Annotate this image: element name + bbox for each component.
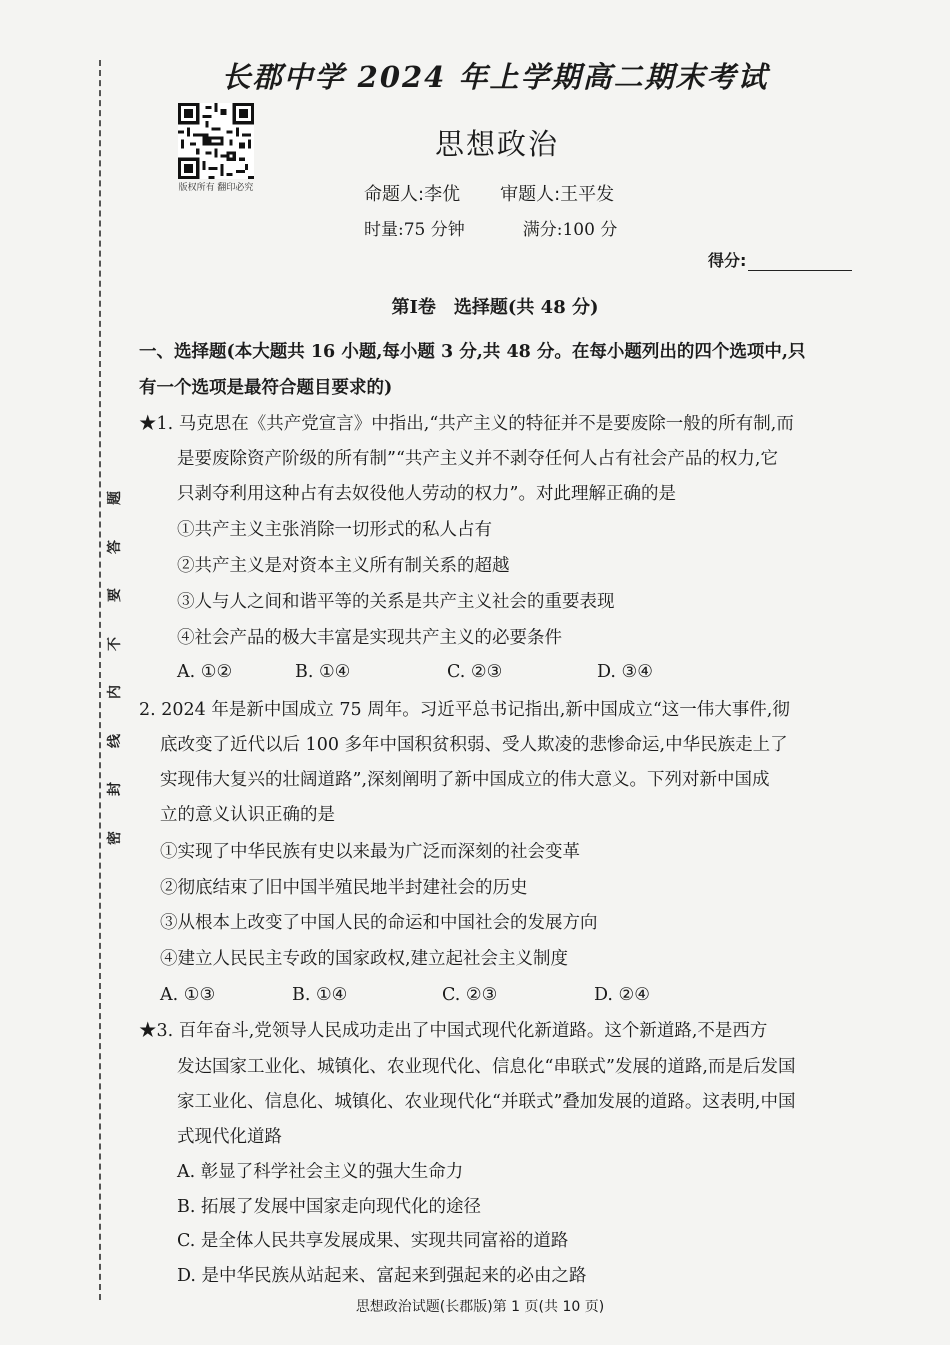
option-b[interactable]: B. ①④: [292, 985, 348, 1005]
option-c[interactable]: C. ②③: [447, 662, 503, 682]
full-score: 满分:100 分: [522, 220, 618, 240]
statement-item: ①共产主义主张消除一切形式的私人占有: [177, 520, 492, 540]
binding-dashed-line: [99, 60, 101, 1300]
qr-caption: 版权所有 翻印必究: [178, 183, 254, 193]
section-instructions: 一、选择题(本大题共 16 小题,每小题 3 分,共 48 分。在每小题列出的四个选项中,只: [139, 342, 806, 362]
question-stem: ★3. 百年奋斗,党领导人民成功走出了中国式现代化新道路。这个新道路,不是西方: [139, 1021, 768, 1041]
exam-timing: [364, 215, 617, 240]
binding-char: 题: [107, 491, 123, 505]
option-b[interactable]: B. ①④: [295, 662, 351, 682]
reviewer-label: 审题人:王平发: [500, 184, 615, 205]
subject-title: 思想政治: [434, 127, 559, 161]
part-title: [0, 293, 950, 319]
option-d[interactable]: D. 是中华民族从站起来、富起来到强起来的必由之路: [177, 1266, 587, 1286]
part-label: 第Ⅰ卷: [391, 297, 436, 318]
statement-item: ③人与人之间和谐平等的关系是共产主义社会的重要表现: [177, 592, 615, 612]
option-a[interactable]: A. ①③: [160, 985, 216, 1005]
exam-setters: [364, 180, 614, 206]
question-stem: ★1. 马克思在《共产党宣言》中指出,“共产主义的特征并不是要废除一般的所有制,而: [139, 414, 794, 434]
question-stem: 家工业化、信息化、城镇化、农业现代化“并联式”叠加发展的道路。这表明,中国: [177, 1092, 796, 1112]
binding-char: 封: [107, 782, 123, 797]
setter-label: 命题人:李优: [364, 184, 461, 205]
statement-item: ②共产主义是对资本主义所有制关系的超越: [177, 556, 510, 576]
option-c[interactable]: C. 是全体人民共享发展成果、实现共同富裕的道路: [177, 1231, 569, 1251]
page-footer: 思想政治试题(长郡版)第 1 页(共 10 页): [355, 1299, 605, 1315]
statement-item: ②彻底结束了旧中国半殖民地半封建社会的历史: [160, 878, 528, 898]
option-a[interactable]: A. ①②: [177, 662, 233, 682]
score-blank: [748, 270, 852, 271]
binding-char: 内: [107, 685, 123, 700]
statement-item: ③从根本上改变了中国人民的命运和中国社会的发展方向: [160, 913, 598, 933]
option-b[interactable]: B. 拓展了发展中国家走向现代化的途径: [177, 1197, 481, 1217]
option-d[interactable]: D. ③④: [597, 662, 653, 682]
binding-char: 不: [107, 636, 123, 651]
binding-char: 线: [107, 733, 123, 748]
question-stem: 只剥夺利用这种占有去奴役他人劳动的权力”。对此理解正确的是: [177, 484, 676, 504]
question-stem: 实现伟大复兴的壮阔道路”,深刻阐明了新中国成立的伟大意义。下列对新中国成: [160, 770, 770, 790]
question-stem: 底改变了近代以后 100 多年中国积贫积弱、受人欺凌的悲惨命运,中华民族走上了: [160, 735, 788, 755]
option-a[interactable]: A. 彰显了科学社会主义的强大生命力: [177, 1162, 464, 1182]
question-stem: 2. 2024 年是新中国成立 75 周年。习近平总书记指出,新中国成立“这一伟大事件,彻: [139, 700, 790, 720]
statement-item: ①实现了中华民族有史以来最为广泛而深刻的社会变革: [160, 842, 580, 862]
score-field: [708, 248, 852, 271]
binding-margin-text: [104, 488, 124, 848]
section-instructions: 有一个选项是最符合题目要求的): [139, 378, 393, 398]
binding-char: 要: [107, 588, 123, 603]
option-c[interactable]: C. ②③: [442, 985, 498, 1005]
question-stem: 是要废除资产阶级的所有制”“共产主义并不剥夺任何人占有社会产品的权力,它: [177, 449, 778, 469]
question-stem: 立的意义认识正确的是: [160, 805, 335, 825]
statement-item: ④建立人民民主专政的国家政权,建立起社会主义制度: [160, 949, 569, 969]
question-stem: 式现代化道路: [177, 1127, 282, 1147]
binding-char: 密: [107, 830, 123, 845]
binding-char: 答: [107, 539, 123, 554]
question-stem: 发达国家工业化、城镇化、农业现代化、信息化“串联式”发展的道路,而是后发国: [177, 1057, 796, 1077]
score-label: 得分:: [708, 251, 747, 270]
school-exam-title: 长郡中学 2024 年上学期高二期末考试: [221, 60, 769, 94]
option-d[interactable]: D. ②④: [594, 985, 650, 1005]
statement-item: ④社会产品的极大丰富是实现共产主义的必要条件: [177, 628, 562, 648]
time-limit: 时量:75 分钟: [364, 220, 465, 240]
part-name: 选择题(共 48 分): [453, 297, 599, 318]
